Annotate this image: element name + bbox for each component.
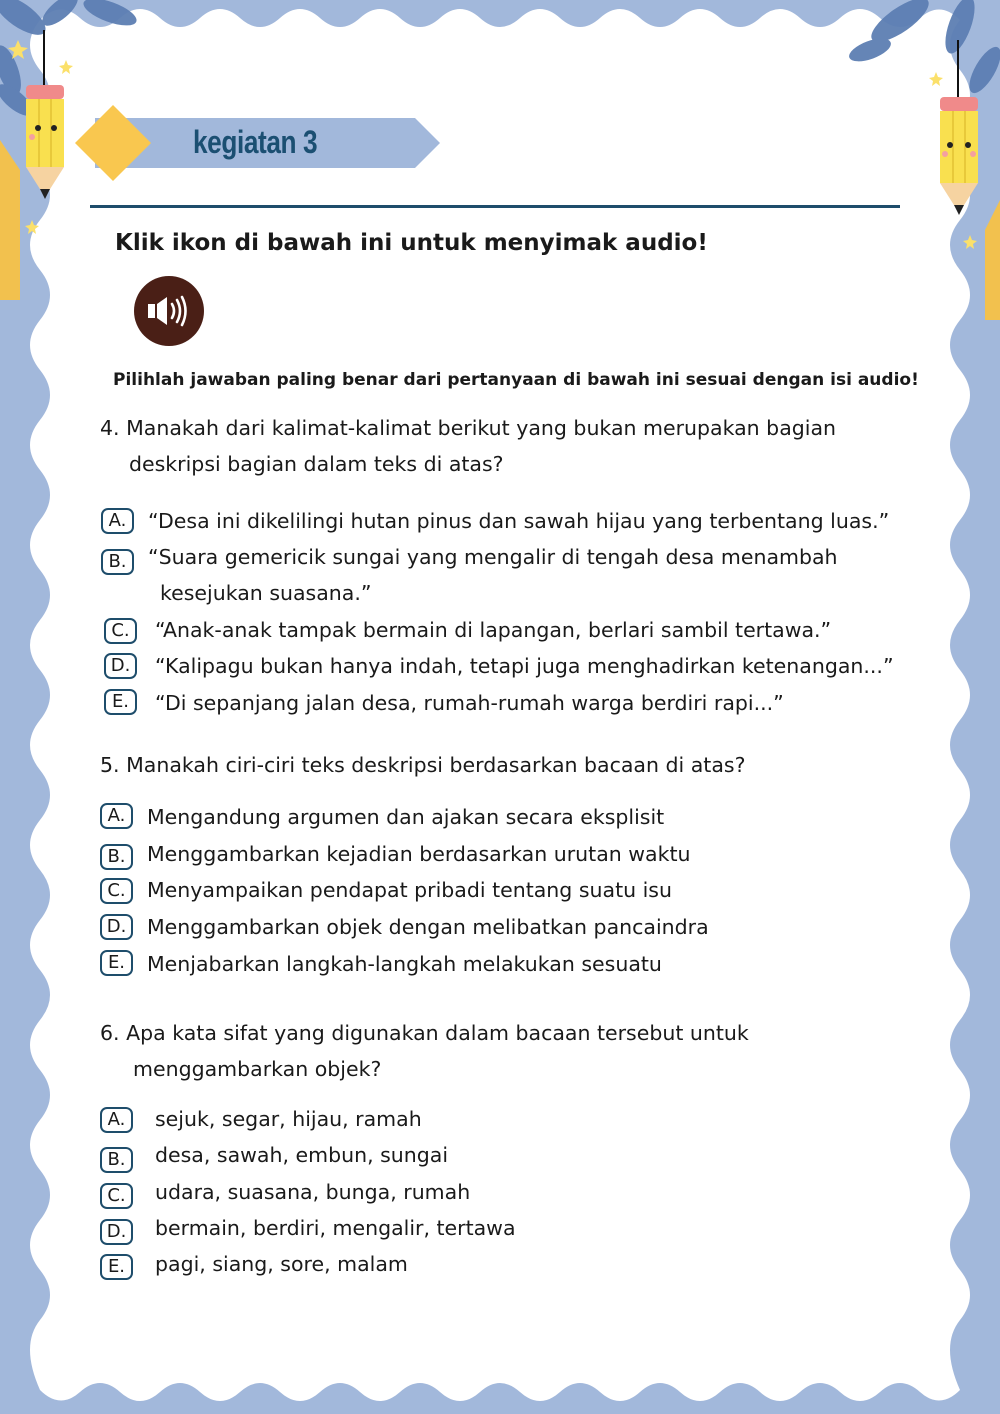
option-badge[interactable]: B. bbox=[100, 1147, 133, 1173]
option-badge[interactable]: D. bbox=[104, 653, 137, 679]
listen-instruction: Klik ikon di bawah ini untuk menyimak audio! bbox=[115, 230, 708, 256]
option-badge[interactable]: C. bbox=[100, 1183, 133, 1209]
option-text: “Di sepanjang jalan desa, rumah-rumah warga berdiri rapi...” bbox=[155, 691, 784, 715]
question-number: 5. bbox=[100, 753, 120, 777]
option-badge[interactable]: B. bbox=[101, 549, 134, 575]
question-5 bbox=[100, 747, 745, 783]
option-row[interactable] bbox=[103, 652, 923, 682]
option-row[interactable] bbox=[100, 950, 920, 980]
diamond-decoration bbox=[75, 105, 151, 181]
audio-play-button[interactable] bbox=[134, 276, 204, 346]
question-4-line2: deskripsi bagian dalam teks di atas? bbox=[129, 452, 504, 476]
choose-instruction: Pilihlah jawaban paling benar dari pertanyaan di bawah ini sesuai dengan isi audio! bbox=[113, 370, 919, 390]
option-badge[interactable]: A. bbox=[100, 1107, 133, 1133]
question-text: Manakah ciri-ciri teks deskripsi berdasarkan bacaan di atas? bbox=[126, 753, 746, 777]
option-text: “Anak-anak tampak bermain di lapangan, berlari sambil tertawa.” bbox=[155, 618, 832, 642]
option-text-line2: kesejukan suasana.” bbox=[160, 581, 372, 605]
option-row[interactable] bbox=[100, 543, 920, 609]
option-text: Menggambarkan kejadian berdasarkan urutan waktu bbox=[147, 842, 691, 866]
question-text: Apa kata sifat yang digunakan dalam bacaan tersebut untuk bbox=[126, 1021, 749, 1045]
option-badge[interactable]: C. bbox=[100, 878, 133, 904]
option-row[interactable] bbox=[100, 1214, 920, 1244]
question-number: 6. bbox=[100, 1021, 120, 1045]
option-text: Mengandung argumen dan ajakan secara eksplisit bbox=[147, 805, 665, 829]
option-badge[interactable]: E. bbox=[104, 689, 137, 715]
option-text: Menjabarkan langkah-langkah melakukan sesuatu bbox=[147, 952, 662, 976]
option-row[interactable] bbox=[100, 913, 920, 943]
option-text: Menggambarkan objek dengan melibatkan pancaindra bbox=[147, 915, 709, 939]
option-row[interactable] bbox=[100, 1178, 920, 1208]
option-badge[interactable]: C. bbox=[104, 618, 137, 644]
option-badge[interactable]: E. bbox=[100, 1254, 133, 1280]
option-row[interactable] bbox=[100, 876, 920, 906]
option-badge[interactable]: D. bbox=[100, 1219, 133, 1245]
option-badge[interactable]: D. bbox=[100, 914, 133, 940]
option-row[interactable] bbox=[100, 507, 920, 537]
option-row[interactable] bbox=[100, 1105, 920, 1135]
option-text: “Kalipagu bukan hanya indah, tetapi juga menghadirkan ketenangan...” bbox=[155, 654, 894, 678]
option-text: desa, sawah, embun, sungai bbox=[155, 1143, 449, 1167]
question-4 bbox=[100, 410, 836, 446]
option-badge[interactable]: A. bbox=[100, 803, 133, 829]
question-text: Manakah dari kalimat-kalimat berikut yang bukan merupakan bagian bbox=[126, 416, 837, 440]
option-row[interactable] bbox=[103, 689, 923, 719]
option-badge[interactable]: E. bbox=[100, 950, 133, 976]
option-row[interactable] bbox=[100, 840, 920, 870]
option-row[interactable] bbox=[103, 616, 923, 646]
option-text: udara, suasana, bunga, rumah bbox=[155, 1180, 471, 1204]
option-row[interactable] bbox=[100, 1250, 920, 1280]
option-text: pagi, siang, sore, malam bbox=[155, 1252, 408, 1276]
option-text: “Suara gemericik sungai yang mengalir di tengah desa menambah bbox=[148, 545, 838, 569]
question-6 bbox=[100, 1015, 749, 1051]
divider bbox=[90, 205, 900, 208]
option-text: bermain, berdiri, mengalir, tertawa bbox=[155, 1216, 516, 1240]
option-text: sejuk, segar, hijau, ramah bbox=[155, 1107, 422, 1131]
page-title: kegiatan 3 bbox=[193, 124, 318, 160]
option-badge[interactable]: A. bbox=[101, 508, 134, 534]
option-text: “Desa ini dikelilingi hutan pinus dan sawah hijau yang terbentang luas.” bbox=[148, 509, 890, 533]
speaker-icon bbox=[134, 276, 204, 346]
option-badge[interactable]: B. bbox=[100, 844, 133, 870]
option-text: Menyampaikan pendapat pribadi tentang suatu isu bbox=[147, 878, 672, 902]
question-number: 4. bbox=[100, 416, 120, 440]
option-row[interactable] bbox=[100, 1141, 920, 1171]
option-row[interactable] bbox=[100, 803, 920, 833]
question-6-line2: menggambarkan objek? bbox=[133, 1057, 382, 1081]
